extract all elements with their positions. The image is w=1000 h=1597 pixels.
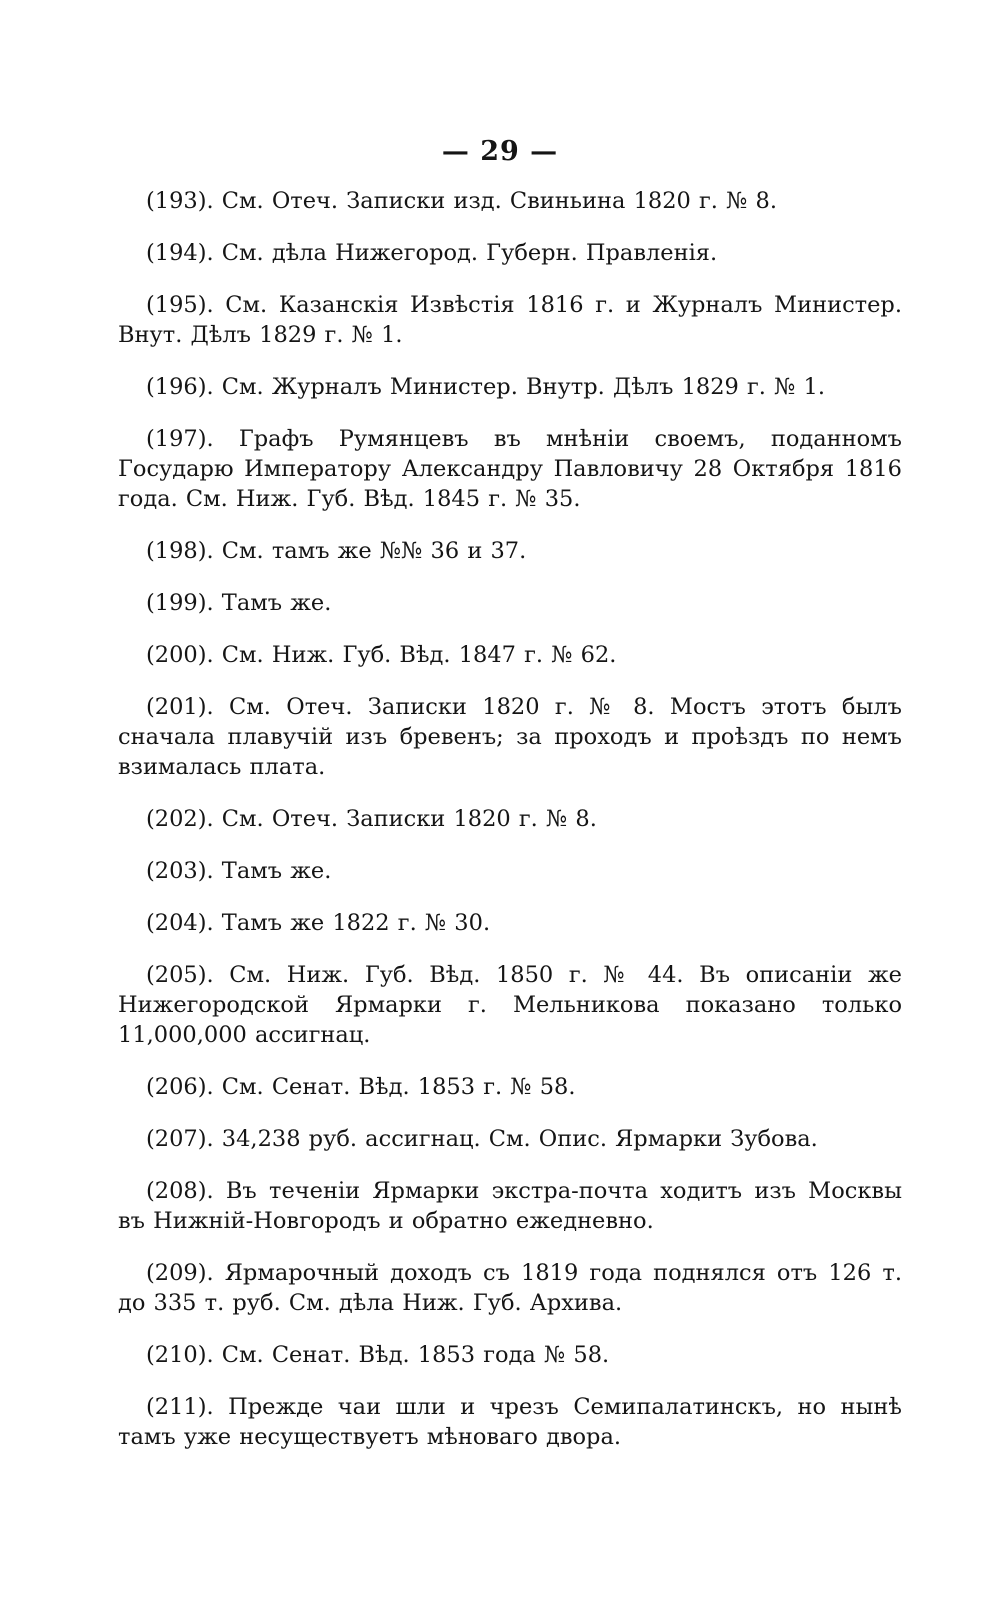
- footnote-201: (201). См. Отеч. Записки 1820 г. № 8. Мостъ этотъ былъ сначала плавучій изъ бревенъ; за проходъ и проѣздъ по немъ взималась плата.: [118, 694, 902, 780]
- footnote-197: (197). Графъ Румянцевъ въ мнѣніи своемъ, поданномъ Государю Императору Александру Павловичу 28 Октября 1816 года. См. Ниж. Губ. Вѣд. 1845 г. № 35.: [118, 426, 902, 512]
- footnote-196: (196). См. Журналъ Министер. Внутр. Дѣлъ 1829 г. № 1.: [146, 374, 825, 400]
- footnote-203: (203). Тамъ же.: [146, 858, 332, 884]
- footnote-208: (208). Въ теченіи Ярмарки экстра-почта ходитъ изъ Москвы въ Нижній-Новгородъ и обратно ежедневно.: [118, 1178, 902, 1234]
- footnote-210: (210). См. Сенат. Вѣд. 1853 года № 58.: [146, 1342, 610, 1368]
- footnote-194: (194). См. дѣла Нижегород. Губерн. Правленія.: [146, 240, 718, 266]
- footnote-209: (209). Ярмарочный доходъ съ 1819 года поднялся отъ 126 т. до 335 т. руб. См. дѣла Ниж. Губ. Архива.: [118, 1260, 902, 1316]
- footnote-204: (204). Тамъ же 1822 г. № 30.: [146, 910, 491, 936]
- footnote-205: (205). См. Ниж. Губ. Вѣд. 1850 г. № 44. Въ описаніи же Нижегородской Ярмарки г. Мельникова показано только 11,000,000 ассигнац.: [118, 962, 902, 1048]
- page-number: — 29 —: [441, 136, 559, 167]
- footnote-202: (202). См. Отеч. Записки 1820 г. № 8.: [146, 806, 597, 832]
- footnotes-list: [118, 186, 902, 1474]
- footnote-193: (193). См. Отеч. Записки изд. Свиньина 1820 г. № 8.: [146, 188, 777, 214]
- footnote-207: (207). 34,238 руб. ассигнац. См. Опис. Ярмарки Зубова.: [146, 1126, 818, 1152]
- footnote-195: (195). См. Казанскія Извѣстія 1816 г. и Журналъ Министер. Внут. Дѣлъ 1829 г. № 1.: [118, 292, 902, 348]
- footnote-211: (211). Прежде чаи шли и чрезъ Семипалатинскъ, но нынѣ тамъ уже несуществуетъ мѣноваго двора.: [118, 1394, 902, 1450]
- footnote-199: (199). Тамъ же.: [146, 590, 332, 616]
- footnote-200: (200). См. Ниж. Губ. Вѣд. 1847 г. № 62.: [146, 642, 617, 668]
- footnote-206: (206). См. Сенат. Вѣд. 1853 г. № 58.: [146, 1074, 576, 1100]
- footnote-198: (198). См. тамъ же №№ 36 и 37.: [146, 538, 527, 564]
